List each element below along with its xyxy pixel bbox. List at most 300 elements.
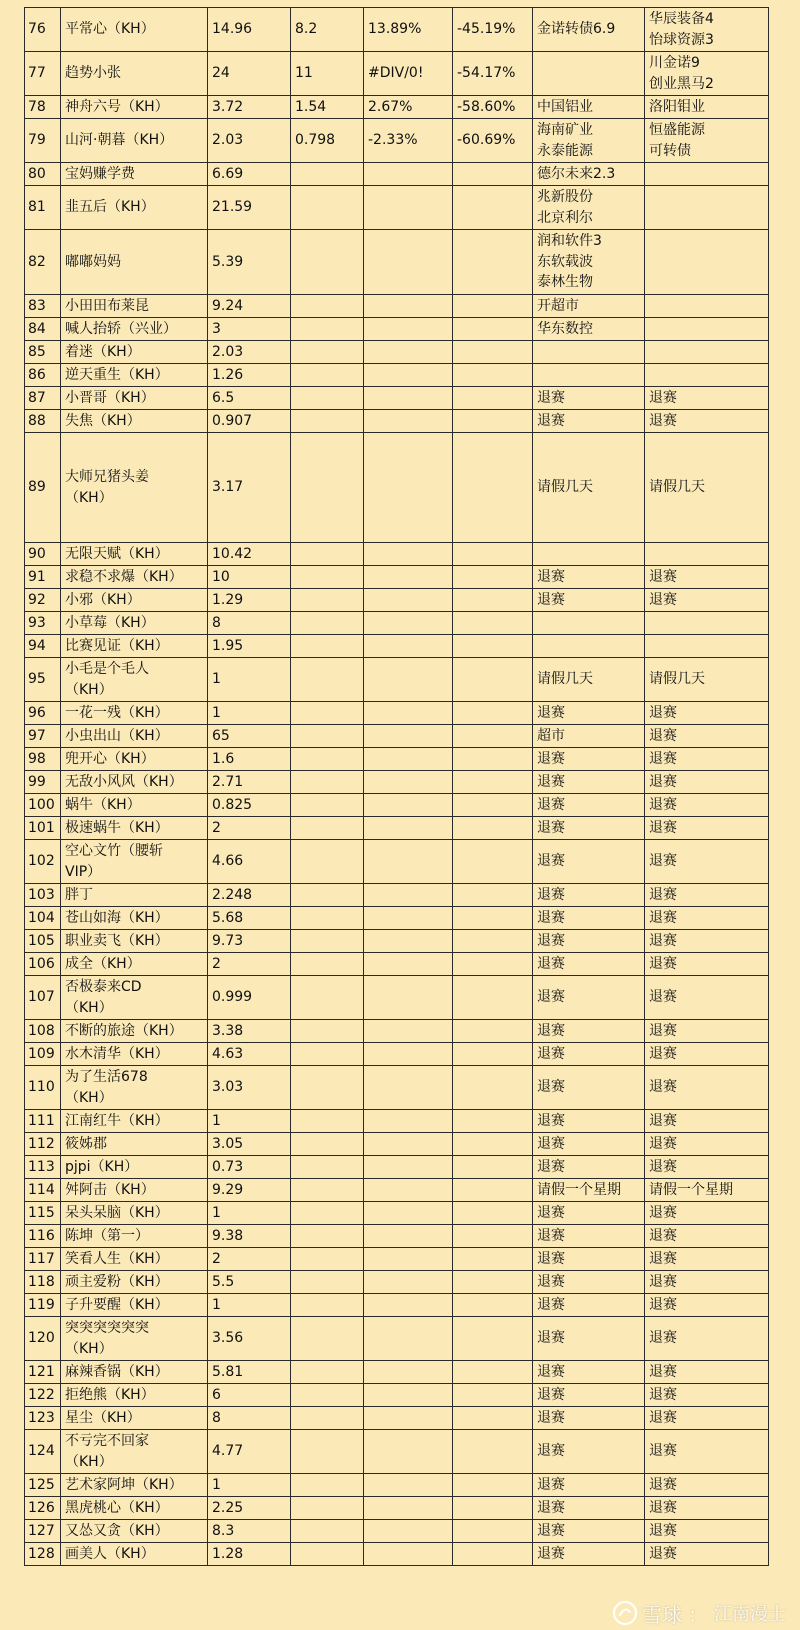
table-row xyxy=(25,840,769,884)
rank-cell: 127 xyxy=(25,1520,61,1543)
rank-cell: 121 xyxy=(25,1361,61,1384)
player-name-line: 蜗牛（KH） xyxy=(65,796,141,813)
holdings-line: 退赛 xyxy=(537,1499,565,1516)
rank-cell: 126 xyxy=(25,1497,61,1520)
holdings2-cell xyxy=(645,1271,769,1294)
value-cell: 4.77 xyxy=(208,1430,291,1474)
value2-cell xyxy=(291,1384,364,1407)
daily-pct-cell xyxy=(364,364,453,387)
holdings-line: 退赛 xyxy=(537,1296,565,1313)
value2-cell xyxy=(291,433,364,543)
table-row xyxy=(25,387,769,410)
total-pct-cell xyxy=(453,295,533,318)
holdings2-line: 退赛 xyxy=(649,1273,677,1290)
holdings2-line: 退赛 xyxy=(649,819,677,836)
rank-cell: 94 xyxy=(25,635,61,658)
holdings2-cell xyxy=(645,1202,769,1225)
holdings-line: 金诺转债6.9 xyxy=(537,21,616,38)
player-name-line: 山河·朝暮（KH） xyxy=(65,132,174,149)
player-name-line: 筱姊郡 xyxy=(65,1135,107,1152)
player-name-cell xyxy=(61,1384,208,1407)
total-pct-cell xyxy=(453,566,533,589)
player-name-line: 江南红牛（KH） xyxy=(65,1112,169,1129)
player-name-cell xyxy=(61,1271,208,1294)
value2-cell xyxy=(291,658,364,702)
rank-cell: 102 xyxy=(25,840,61,884)
total-pct-cell xyxy=(453,1407,533,1430)
rank-cell: 109 xyxy=(25,1043,61,1066)
total-pct-cell xyxy=(453,1248,533,1271)
table-row xyxy=(25,1043,769,1066)
total-pct-cell xyxy=(453,410,533,433)
holdings2-line: 请假一个星期 xyxy=(649,1181,733,1198)
daily-pct-cell xyxy=(364,1543,453,1566)
holdings2-cell xyxy=(645,1520,769,1543)
holdings-line: 退赛 xyxy=(537,1079,565,1096)
player-name-line: 不断的旅途（KH） xyxy=(65,1022,183,1039)
table-row xyxy=(25,1133,769,1156)
value2-cell xyxy=(291,1294,364,1317)
player-name-line: 兜开心（KH） xyxy=(65,750,155,767)
holdings-line: 退赛 xyxy=(537,1363,565,1380)
holdings-cell xyxy=(533,658,645,702)
holdings2-line: 退赛 xyxy=(649,1158,677,1175)
player-name-line: 艺术家阿坤（KH） xyxy=(65,1476,183,1493)
player-name-line: 失焦（KH） xyxy=(65,412,141,429)
holdings2-cell xyxy=(645,1225,769,1248)
player-name-cell xyxy=(61,295,208,318)
value2-cell xyxy=(291,748,364,771)
player-name-cell xyxy=(61,1497,208,1520)
value2-cell: 1.54 xyxy=(291,96,364,119)
player-name-cell xyxy=(61,1133,208,1156)
holdings2-line: 退赛 xyxy=(649,1330,677,1347)
player-name-line: 小草莓（KH） xyxy=(65,614,155,631)
holdings-line: 退赛 xyxy=(537,955,565,972)
holdings-cell xyxy=(533,976,645,1020)
holdings-line: 退赛 xyxy=(537,819,565,836)
holdings-cell xyxy=(533,1430,645,1474)
total-pct-cell xyxy=(453,341,533,364)
player-name-line: 比赛见证（KH） xyxy=(65,637,169,654)
snowball-logo-icon xyxy=(612,1600,638,1626)
table-row xyxy=(25,612,769,635)
total-pct-cell xyxy=(453,635,533,658)
value2-cell xyxy=(291,163,364,186)
player-name-cell xyxy=(61,96,208,119)
table-row xyxy=(25,953,769,976)
value2-cell xyxy=(291,1271,364,1294)
player-name-line: 小邪（KH） xyxy=(65,591,141,608)
holdings-line: 退赛 xyxy=(537,932,565,949)
holdings-line: 退赛 xyxy=(537,1112,565,1129)
holdings2-cell xyxy=(645,119,769,163)
value2-cell xyxy=(291,1248,364,1271)
value2-cell xyxy=(291,186,364,230)
holdings-cell xyxy=(533,8,645,52)
holdings2-cell xyxy=(645,8,769,52)
total-pct-cell xyxy=(453,1317,533,1361)
daily-pct-cell xyxy=(364,635,453,658)
table-row xyxy=(25,318,769,341)
total-pct-cell xyxy=(453,1133,533,1156)
table-row xyxy=(25,1474,769,1497)
holdings-cell xyxy=(533,433,645,543)
holdings2-cell xyxy=(645,566,769,589)
holdings-line: 退赛 xyxy=(537,1522,565,1539)
player-name-line: 一花一残（KH） xyxy=(65,704,169,721)
rank-cell: 115 xyxy=(25,1202,61,1225)
holdings2-cell xyxy=(645,1043,769,1066)
value-cell: 9.38 xyxy=(208,1225,291,1248)
holdings-cell xyxy=(533,96,645,119)
daily-pct-cell xyxy=(364,1317,453,1361)
total-pct-cell xyxy=(453,1156,533,1179)
value2-cell xyxy=(291,794,364,817)
player-name-cell xyxy=(61,748,208,771)
rank-cell: 116 xyxy=(25,1225,61,1248)
player-name-line: 又怂又贪（KH） xyxy=(65,1522,169,1539)
player-name-cell xyxy=(61,1066,208,1110)
value2-cell xyxy=(291,1317,364,1361)
holdings-cell xyxy=(533,163,645,186)
player-name-line: 极速蜗牛（KH） xyxy=(65,819,169,836)
holdings-cell xyxy=(533,1407,645,1430)
holdings2-cell xyxy=(645,884,769,907)
value2-cell xyxy=(291,295,364,318)
value2-cell xyxy=(291,702,364,725)
table-row xyxy=(25,1110,769,1133)
player-name-line: 画美人（KH） xyxy=(65,1545,155,1562)
holdings2-cell xyxy=(645,976,769,1020)
value2-cell xyxy=(291,907,364,930)
daily-pct-cell xyxy=(364,543,453,566)
rank-cell: 112 xyxy=(25,1133,61,1156)
holdings-line: 退赛 xyxy=(537,796,565,813)
rank-cell: 110 xyxy=(25,1066,61,1110)
holdings-cell xyxy=(533,318,645,341)
table-row xyxy=(25,230,769,295)
holdings2-cell xyxy=(645,318,769,341)
table-row xyxy=(25,1179,769,1202)
total-pct-cell xyxy=(453,794,533,817)
value-cell: 5.81 xyxy=(208,1361,291,1384)
daily-pct-cell xyxy=(364,658,453,702)
total-pct-cell: -60.69% xyxy=(453,119,533,163)
holdings2-cell xyxy=(645,341,769,364)
value2-cell xyxy=(291,1020,364,1043)
player-name-cell xyxy=(61,1520,208,1543)
rank-cell: 111 xyxy=(25,1110,61,1133)
holdings-line: 退赛 xyxy=(537,773,565,790)
rank-cell: 88 xyxy=(25,410,61,433)
rank-cell: 117 xyxy=(25,1248,61,1271)
value-cell: 9.73 xyxy=(208,930,291,953)
player-name-line: 小田田布莱昆 xyxy=(65,297,149,314)
holdings2-line: 退赛 xyxy=(649,773,677,790)
player-name-line: 职业卖飞（KH） xyxy=(65,932,169,949)
total-pct-cell xyxy=(453,163,533,186)
value-cell: 3.05 xyxy=(208,1133,291,1156)
table-row xyxy=(25,1271,769,1294)
total-pct-cell xyxy=(453,930,533,953)
player-name-line: 小毛是个毛人 xyxy=(65,661,149,677)
holdings2-cell xyxy=(645,1156,769,1179)
holdings-cell xyxy=(533,840,645,884)
daily-pct-cell xyxy=(364,1520,453,1543)
holdings2-line: 退赛 xyxy=(649,568,677,585)
holdings-cell xyxy=(533,364,645,387)
player-name-cell xyxy=(61,976,208,1020)
daily-pct-cell xyxy=(364,341,453,364)
holdings-cell xyxy=(533,1543,645,1566)
rank-cell: 106 xyxy=(25,953,61,976)
holdings2-line: 退赛 xyxy=(649,1476,677,1493)
holdings2-cell xyxy=(645,1110,769,1133)
value2-cell xyxy=(291,884,364,907)
table-row xyxy=(25,635,769,658)
holdings-cell xyxy=(533,1156,645,1179)
player-name-line: 否极泰来CD xyxy=(65,979,142,995)
rank-cell: 89 xyxy=(25,433,61,543)
holdings2-line: 退赛 xyxy=(649,909,677,926)
value-cell: 9.29 xyxy=(208,1179,291,1202)
value-cell: 2 xyxy=(208,1248,291,1271)
value-cell: 0.73 xyxy=(208,1156,291,1179)
rank-cell: 90 xyxy=(25,543,61,566)
holdings2-line: 退赛 xyxy=(649,1386,677,1403)
value-cell: 1.29 xyxy=(208,589,291,612)
daily-pct-cell xyxy=(364,295,453,318)
player-name-line: 大师兄猪头姜 xyxy=(65,469,149,485)
value2-cell xyxy=(291,1202,364,1225)
holdings-line: 德尔未来2.3 xyxy=(537,165,616,182)
player-name-cell xyxy=(61,186,208,230)
holdings2-line: 退赛 xyxy=(649,1250,677,1267)
value2-cell xyxy=(291,1407,364,1430)
holdings2-line: 退赛 xyxy=(649,853,677,870)
player-name-line: 喊人抬轿（兴业） xyxy=(65,320,177,337)
holdings-line: 兆新股份 xyxy=(537,189,593,205)
value-cell: 0.907 xyxy=(208,410,291,433)
table-row xyxy=(25,1225,769,1248)
value-cell: 65 xyxy=(208,725,291,748)
player-name-line: 平常心（KH） xyxy=(65,21,155,38)
player-name-line: 拒绝熊（KH） xyxy=(65,1386,155,1403)
player-name-cell xyxy=(61,1407,208,1430)
player-name-cell xyxy=(61,1156,208,1179)
player-name-line: 突突突突突突 xyxy=(65,1320,149,1336)
holdings-cell xyxy=(533,230,645,295)
player-name-cell xyxy=(61,1179,208,1202)
holdings-line: 华东数控 xyxy=(537,320,593,337)
value2-cell xyxy=(291,725,364,748)
value2-cell xyxy=(291,1156,364,1179)
value-cell: 6 xyxy=(208,1384,291,1407)
player-name-line: （KH） xyxy=(65,681,113,698)
holdings2-cell xyxy=(645,1066,769,1110)
holdings2-cell xyxy=(645,748,769,771)
holdings2-line: 怡球资源3 xyxy=(649,31,714,48)
total-pct-cell xyxy=(453,702,533,725)
holdings-cell xyxy=(533,589,645,612)
total-pct-cell xyxy=(453,230,533,295)
player-name-cell xyxy=(61,725,208,748)
rank-cell: 107 xyxy=(25,976,61,1020)
player-name-cell xyxy=(61,1110,208,1133)
holdings2-line: 恒盛能源 xyxy=(649,122,705,138)
table-row xyxy=(25,748,769,771)
holdings-cell xyxy=(533,1066,645,1110)
player-name-cell xyxy=(61,119,208,163)
value-cell: 10 xyxy=(208,566,291,589)
daily-pct-cell xyxy=(364,1156,453,1179)
table-row xyxy=(25,794,769,817)
player-name-cell xyxy=(61,930,208,953)
total-pct-cell xyxy=(453,589,533,612)
holdings-cell xyxy=(533,295,645,318)
daily-pct-cell xyxy=(364,771,453,794)
player-name-cell xyxy=(61,387,208,410)
holdings2-line: 退赛 xyxy=(649,886,677,903)
holdings2-line: 退赛 xyxy=(649,1079,677,1096)
total-pct-cell xyxy=(453,1430,533,1474)
player-name-cell xyxy=(61,52,208,96)
total-pct-cell xyxy=(453,1271,533,1294)
value-cell: 1 xyxy=(208,1294,291,1317)
player-name-line: 舛阿击（KH） xyxy=(65,1181,155,1198)
daily-pct-cell xyxy=(364,387,453,410)
table-row xyxy=(25,1248,769,1271)
daily-pct-cell xyxy=(364,1179,453,1202)
player-name-line: 小虫出山（KH） xyxy=(65,727,169,744)
player-name-line: 顽主爱粉（KH） xyxy=(65,1273,169,1290)
value-cell: 0.825 xyxy=(208,794,291,817)
table-row xyxy=(25,1407,769,1430)
player-name-cell xyxy=(61,1294,208,1317)
player-name-line: 无敌小风风（KH） xyxy=(65,773,183,790)
holdings2-cell xyxy=(645,52,769,96)
player-name-cell xyxy=(61,8,208,52)
holdings-line: 退赛 xyxy=(537,909,565,926)
holdings2-line: 退赛 xyxy=(649,1112,677,1129)
holdings-cell xyxy=(533,725,645,748)
holdings-line: 请假一个星期 xyxy=(537,1181,621,1198)
player-name-cell xyxy=(61,1225,208,1248)
daily-pct-cell xyxy=(364,186,453,230)
daily-pct-cell xyxy=(364,1497,453,1520)
holdings2-cell xyxy=(645,725,769,748)
total-pct-cell: -58.60% xyxy=(453,96,533,119)
rank-cell: 92 xyxy=(25,589,61,612)
holdings-cell xyxy=(533,1202,645,1225)
player-name-line: （KH） xyxy=(65,489,113,506)
player-name-cell xyxy=(61,612,208,635)
value2-cell xyxy=(291,840,364,884)
holdings-line: 退赛 xyxy=(537,1273,565,1290)
value-cell: 1.26 xyxy=(208,364,291,387)
value-cell: 8.3 xyxy=(208,1520,291,1543)
holdings-cell xyxy=(533,771,645,794)
rank-cell: 114 xyxy=(25,1179,61,1202)
holdings-line: 退赛 xyxy=(537,412,565,429)
table-row xyxy=(25,295,769,318)
total-pct-cell xyxy=(453,433,533,543)
table-row xyxy=(25,1317,769,1361)
holdings-line: 退赛 xyxy=(537,1476,565,1493)
holdings-cell xyxy=(533,1271,645,1294)
value-cell: 5.5 xyxy=(208,1271,291,1294)
player-name-cell xyxy=(61,953,208,976)
player-name-cell xyxy=(61,884,208,907)
daily-pct-cell xyxy=(364,1430,453,1474)
total-pct-cell xyxy=(453,1361,533,1384)
daily-pct-cell xyxy=(364,1043,453,1066)
table-row xyxy=(25,163,769,186)
holdings-line: 退赛 xyxy=(537,1158,565,1175)
player-name-cell xyxy=(61,794,208,817)
player-name-line: 趋势小张 xyxy=(65,65,121,82)
holdings-cell xyxy=(533,1497,645,1520)
holdings-cell xyxy=(533,1474,645,1497)
player-name-cell xyxy=(61,702,208,725)
total-pct-cell xyxy=(453,953,533,976)
value-cell: 6.5 xyxy=(208,387,291,410)
value2-cell xyxy=(291,1043,364,1066)
holdings-cell xyxy=(533,52,645,96)
holdings-cell xyxy=(533,1384,645,1407)
holdings2-cell xyxy=(645,1407,769,1430)
daily-pct-cell xyxy=(364,840,453,884)
holdings2-line: 退赛 xyxy=(649,389,677,406)
holdings-line: 退赛 xyxy=(537,1443,565,1460)
daily-pct-cell xyxy=(364,318,453,341)
holdings-line: 退赛 xyxy=(537,1250,565,1267)
holdings2-line: 退赛 xyxy=(649,932,677,949)
value2-cell: 11 xyxy=(291,52,364,96)
total-pct-cell xyxy=(453,1043,533,1066)
value-cell: 1 xyxy=(208,1110,291,1133)
value-cell: 2.03 xyxy=(208,119,291,163)
total-pct-cell xyxy=(453,612,533,635)
holdings2-cell xyxy=(645,702,769,725)
holdings2-line: 退赛 xyxy=(649,1545,677,1562)
value-cell: 1.95 xyxy=(208,635,291,658)
holdings2-line: 退赛 xyxy=(649,1443,677,1460)
value2-cell xyxy=(291,1179,364,1202)
total-pct-cell xyxy=(453,1474,533,1497)
holdings-line: 退赛 xyxy=(537,591,565,608)
total-pct-cell xyxy=(453,186,533,230)
total-pct-cell xyxy=(453,817,533,840)
player-name-line: （KH） xyxy=(65,1089,113,1106)
holdings-cell xyxy=(533,817,645,840)
daily-pct-cell xyxy=(364,817,453,840)
holdings-cell xyxy=(533,1317,645,1361)
player-name-cell xyxy=(61,433,208,543)
value-cell: 14.96 xyxy=(208,8,291,52)
holdings2-cell xyxy=(645,930,769,953)
value-cell: 8 xyxy=(208,612,291,635)
holdings-line: 退赛 xyxy=(537,750,565,767)
daily-pct-cell xyxy=(364,1020,453,1043)
daily-pct-cell xyxy=(364,612,453,635)
total-pct-cell xyxy=(453,387,533,410)
daily-pct-cell xyxy=(364,1294,453,1317)
player-name-cell xyxy=(61,1248,208,1271)
value2-cell xyxy=(291,1133,364,1156)
rank-cell: 76 xyxy=(25,8,61,52)
